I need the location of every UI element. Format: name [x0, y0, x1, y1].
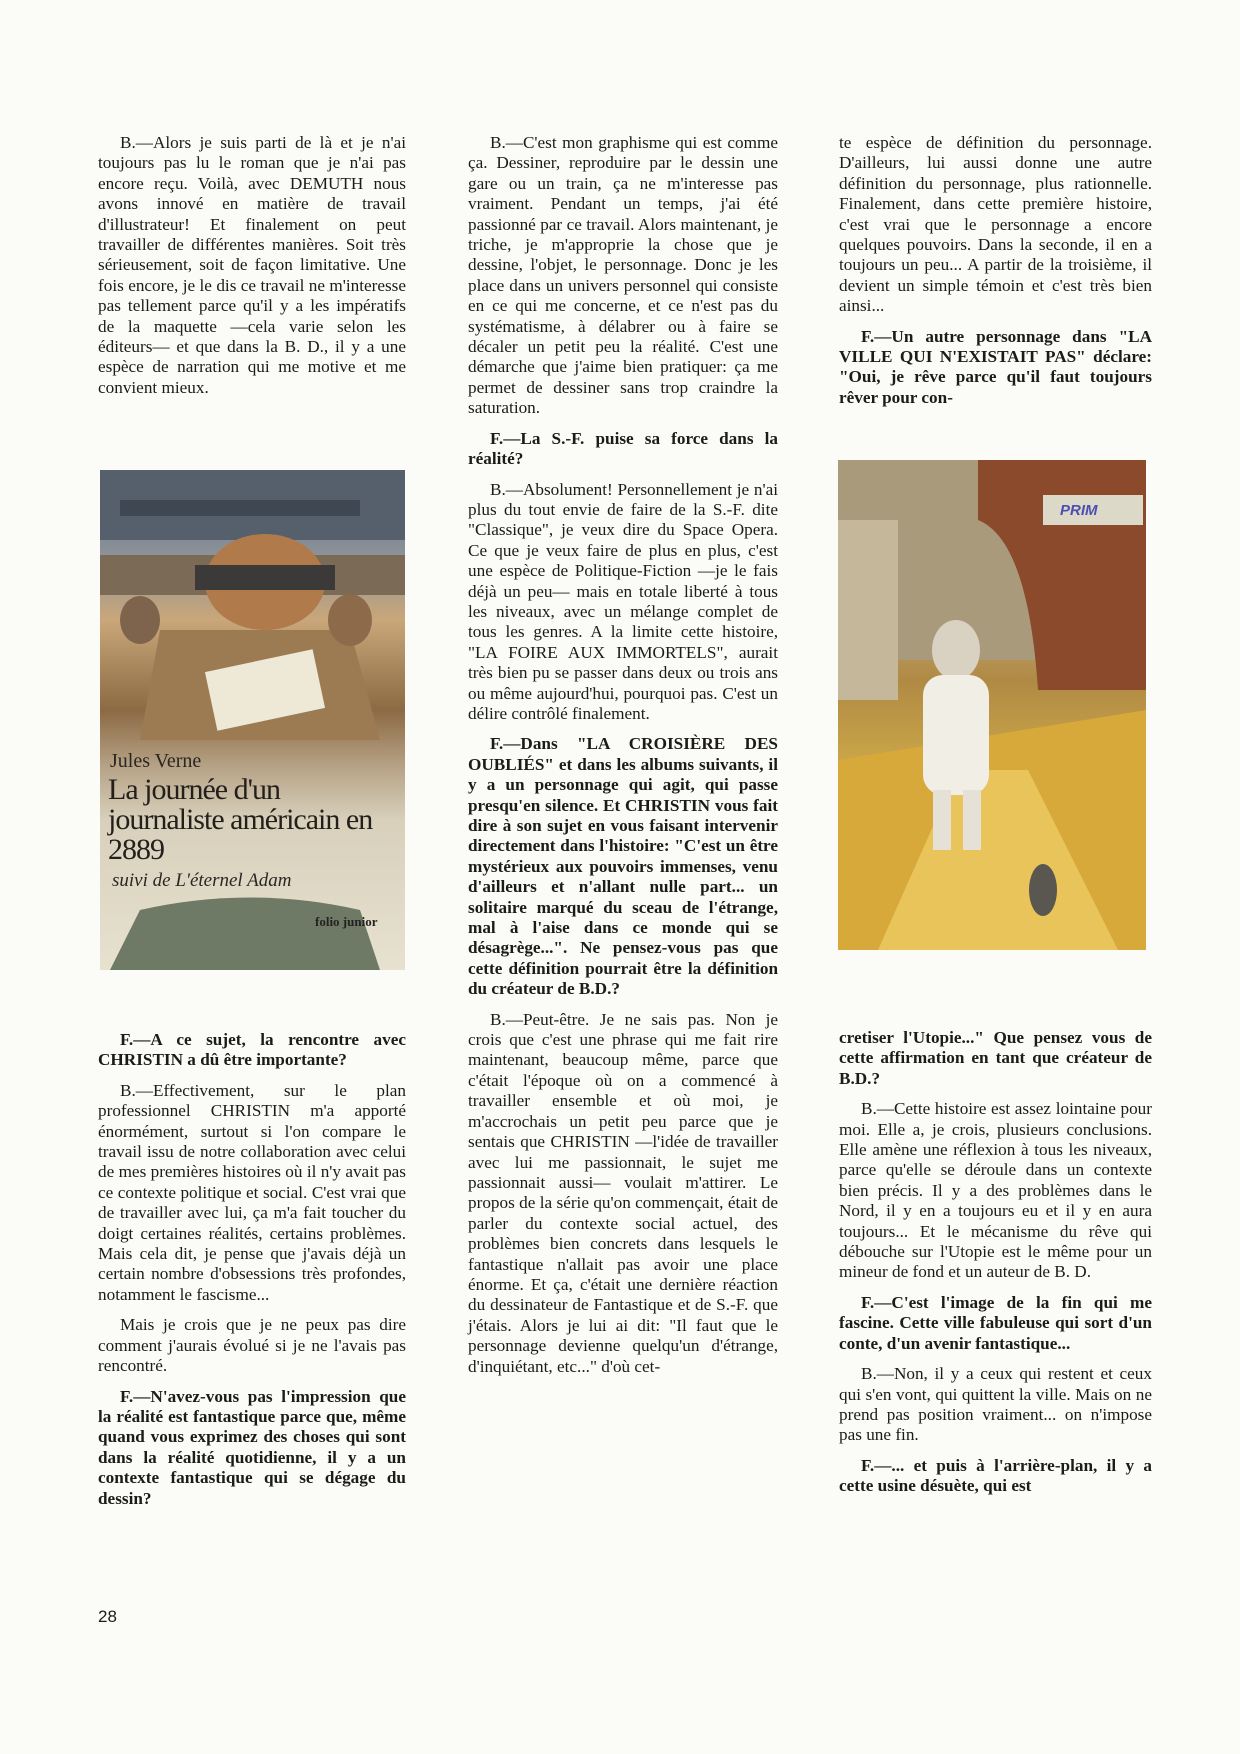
cover-subtitle-prefix: suivi de [112, 870, 171, 891]
panel-illustration [838, 460, 1146, 950]
question-paragraph: F.—Un autre personnage dans "LA VILLE QUI N'EXISTAIT PAS" déclare: "Oui, je rêve parce qu'il faut toujours rêver pour con- [839, 326, 1152, 407]
column-3-lower [839, 1028, 1152, 1507]
answer-paragraph: B.—Cette histoire est assez lointaine pour moi. Elle a, je crois, plusieurs conclusions. Elle amène une réflexion à tous les niveaux, parce qu'elle se déroule dans un contexte bien précis. Il y a des problèmes dans le Nord, il y en a toujours eu et il y en aura toujours... Et le mécanisme du rêve qui débouche sur l'Utopie est le même pour un mineur de fond et un auteur de B. D. [839, 1099, 1152, 1282]
question-paragraph: F.—La S.-F. puise sa force dans la réalité? [468, 428, 778, 469]
page-number: 28 [98, 1607, 117, 1626]
question-paragraph: cretiser l'Utopie..." Que pensez vous de cette affirmation en tant que créateur de B.D.? [839, 1028, 1152, 1088]
cover-subtitle [112, 870, 291, 892]
column-1-lower [98, 1030, 406, 1519]
column-1 [98, 133, 406, 408]
cover-illustration [100, 470, 405, 970]
answer-paragraph: B.—Effectivement, sur le plan professionnel CHRISTIN m'a apporté énormément, surtout si l'on compare le travail issu de notre collaboration avec celui de mes premières histoires où il n'y avait pas ce contexte politique et social. C'est vrai que de travailler avec lui, ça m'a fait toucher du doigt certaines réalités, certains problèmes. Mais cela dit, je pense que j'avais déjà un certain nombre d'obsessions très profondes, notamment le fascisme... [98, 1080, 406, 1304]
answer-paragraph: te espèce de définition du personnage. D'ailleurs, lui aussi donne une autre définition du personnage, plus rationnelle. Finalement, dans cette première histoire, c'est vrai que le personnage a encore quelques pouvoirs. Dans la seconde, il en a toujours un peu... A partir de la troisième, il devient un simple témoin et c'est très bien ainsi... [839, 133, 1152, 316]
comic-panel-image [838, 460, 1146, 950]
answer-paragraph: B.—Alors je suis parti de là et je n'ai toujours pas lu le roman que je n'ai pas encore reçu. Voilà, avec DEMUTH nous avons innové en matière de travail d'illustrateur! Et finalement on peut travailler de différentes manières. Soit très sérieusement, soit de façon limitative. Une fois encore, je le dis ce travail ne m'interesse pas tellement parce qu'il y a les impératifs de la maquette —cela varie selon les éditeurs— et que dans la B. D., il y a une espèce de narration qui me motive et me convient mieux. [98, 133, 406, 397]
question-paragraph: F.—... et puis à l'arrière-plan, il y a cette usine désuète, qui est [839, 1455, 1152, 1496]
column-2 [468, 133, 778, 1387]
answer-paragraph: Mais je crois que je ne peux pas dire comment j'aurais évolué si je ne l'avais pas rencontré. [98, 1315, 406, 1376]
answer-paragraph: B.—Non, il y a ceux qui restent et ceux qui s'en vont, qui quittent la ville. Mais on ne prend pas position vraiment... on n'impose pas une fin. [839, 1364, 1152, 1445]
question-paragraph: F.—N'avez-vous pas l'impression que la réalité est fantastique parce que, même quand vous exprimez des choses qui sont dans la réalité quotidienne, il y a un contexte fantastique qui se dégage du dessin? [98, 1386, 406, 1508]
cover-author: Jules Verne [110, 750, 202, 772]
answer-paragraph: B.—Absolument! Personnellement je n'ai plus du tout envie de faire de la S.-F. dite "Classique", je veux dire du Space Opera. Ce que je veux faire de plus en plus, c'est une espèce de Politique-Fiction —je le fais déjà un peu— mais en totale liberté à tous les niveaux, avec un mélange complet de tous les genres. A la limite cette histoire, "LA FOIRE AUX IMMORTELS", aurait très bien pu se passer dans deux ou trois ans ou même aujourd'hui, pourquoi pas. C'est un délire contrôlé finalement. [468, 479, 778, 723]
cover-subtitle-text: L'éternel Adam [175, 870, 292, 891]
cover-publisher-logo: folio junior [315, 914, 378, 929]
question-paragraph: F.—C'est l'image de la fin qui me fascine. Cette ville fabuleuse qui sort d'un conte, d'un avenir fantastique... [839, 1292, 1152, 1353]
question-paragraph: F.—Dans "LA CROISIÈRE DES OUBLIÉS" et dans les albums suivants, il y a un personnage qui agit, qui passe presqu'en silence. Et CHRISTIN vous fait dire à son sujet en vous faisant intervenir directement dans l'histoire: "C'est un être mystérieux aux pouvoirs immenses, venu d'ailleurs et n'allant nulle part... un solitaire marqué du sceau de l'étrange, mal à l'aise dans ce monde qui se désagrège...". Ne pensez-vous pas que cette définition pourrait être la définition du créateur de B.D.? [468, 734, 778, 999]
column-3 [839, 133, 1152, 418]
answer-paragraph: B.—C'est mon graphisme qui est comme ça. Dessiner, reproduire par le dessin une gare ou un train, ça ne m'interesse pas vraiment. Pendant un temps, j'ai été passionné par ce travail. Alors maintenant, je triche, je m'approprie la chose que je dessine, l'objet, le personnage. Donc je les place dans un univers personnel qui consiste en ce qui me concerne, et ce n'est pas du systématisme, à délabrer ou à faire se décaler un petit peu la réalité. C'est une démarche que j'aime bien pratiquer: ça me permet de dessiner sans trop craindre la saturation. [468, 133, 778, 418]
panel-sign-text: PRIM [1060, 502, 1098, 519]
question-paragraph: F.—A ce sujet, la rencontre avec CHRISTIN a dû être importante? [98, 1030, 406, 1070]
answer-paragraph: B.—Peut-être. Je ne sais pas. Non je crois que c'est une phrase qui me fait rire maintenant, beaucoup même, parce que c'était l'époque où on a commencé à travailler ensemble et où moi, je m'accrochais un petit peu parce que je sentais que CHRISTIN —l'idée de travailler avec lui me passionnait, le sujet me passionnait aussi— voulait m'attirer. Le propos de la série qu'on commençait, était de parler du contexte social actuel, des problèmes bien concrets dans lesquels le fantastique n'allait pas avoir une place énorme. Et ça, c'était une dernière réaction du dessinateur de Fantastique et de S.-F. que j'étais. Alors je lui ai dit: "Il faut que le personnage devienne quelqu'un d'étrange, d'inquiétant, etc..." d'où cet- [468, 1009, 778, 1376]
cover-title: La journée d'un journaliste américain en 2889 [108, 773, 373, 866]
book-cover-image [100, 470, 405, 970]
